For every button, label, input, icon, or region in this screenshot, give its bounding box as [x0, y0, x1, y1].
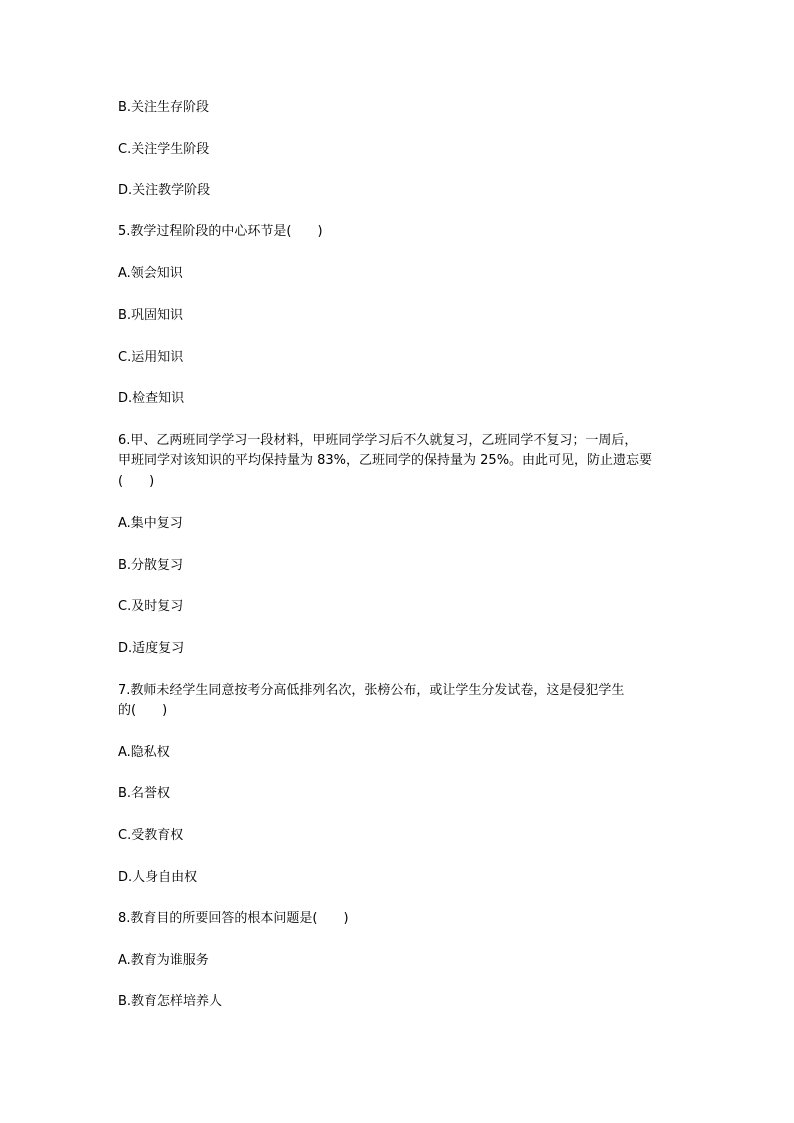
answer-option: C.运用知识	[118, 350, 184, 365]
answer-option: B.教育怎样培养人	[118, 994, 223, 1009]
answer-option: A.隐私权	[118, 745, 170, 760]
answer-option: D.适度复习	[118, 641, 185, 656]
answer-option: D.人身自由权	[118, 870, 198, 885]
question-stem: 甲班同学对该知识的平均保持量为 83%，乙班同学的保持量为 25%。由此可见，防止遗忘要	[118, 453, 653, 468]
question-stem: 7.教师未经学生同意按考分高低排列名次，张榜公布，或让学生分发试卷，这是侵犯学生	[118, 683, 625, 698]
question-stem: ( )	[118, 474, 155, 489]
answer-option: C.关注学生阶段	[118, 142, 210, 157]
answer-option: A.领会知识	[118, 266, 183, 281]
answer-option: C.及时复习	[118, 599, 184, 614]
answer-option: B.关注生存阶段	[118, 100, 210, 115]
answer-option: B.分散复习	[118, 558, 184, 573]
question-stem: 6.甲、乙两班同学学习一段材料，甲班同学学习后不久就复习，乙班同学不复习；一周后，	[118, 433, 638, 448]
answer-option: B.名誉权	[118, 786, 171, 801]
answer-option: C.受教育权	[118, 828, 184, 843]
answer-option: B.巩固知识	[118, 308, 184, 323]
answer-option: A.教育为谁服务	[118, 953, 209, 968]
answer-option: A.集中复习	[118, 516, 183, 531]
answer-option: D.检查知识	[118, 391, 185, 406]
question-stem: 的( )	[118, 703, 168, 718]
answer-option: D.关注教学阶段	[118, 183, 211, 198]
question-stem: 5.教学过程阶段的中心环节是( )	[118, 224, 323, 239]
question-stem: 8.教育目的所要回答的根本问题是( )	[118, 911, 349, 926]
